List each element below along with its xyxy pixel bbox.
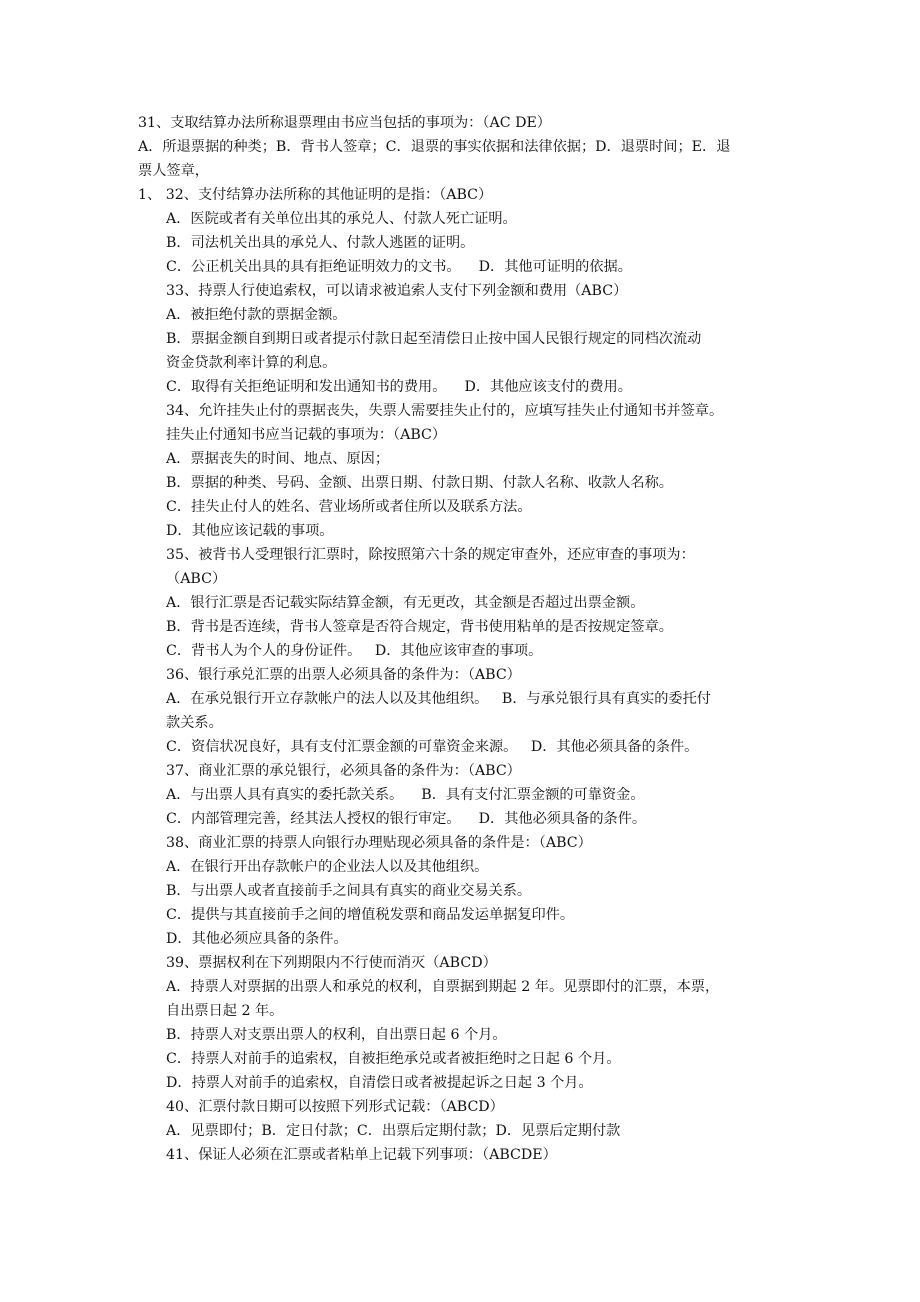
question-38: 38、商业汇票的持票人向银行办理贴现必须具备的条件是：（ABC）: [166, 835, 592, 851]
text-line: 自出票日起 2 年。: [166, 1003, 284, 1019]
text-line: 挂失止付通知书应当记载的事项为：（ABC）: [166, 427, 447, 443]
text-line: C．挂失止付人的姓名、营业场所或者住所以及联系方法。: [166, 499, 532, 515]
question-34: 34、允许挂失止付的票据丧失，失票人需要挂失止付的，应填写挂失止付通知书并签章。: [166, 403, 724, 419]
text-line: 款关系。: [166, 715, 223, 731]
text-line: A．持票人对票据的出票人和承兑的权利，自票据到期起 2 年。见票即付的汇票，本票，: [166, 979, 720, 995]
text-line: C．内部管理完善，经其法人授权的银行审定。 D．其他必须具备的条件。: [166, 811, 647, 827]
text-line: A．银行汇票是否记载实际结算金额，有无更改，其金额是否超过出票金额。: [166, 595, 645, 611]
text-line: 资金贷款利率计算的利息。: [166, 355, 337, 371]
text-line: A．被拒绝付款的票据金额。: [166, 307, 347, 323]
text-line: D．持票人对前手的追索权，自清偿日或者被提起诉之日起 3 个月。: [166, 1075, 593, 1091]
text-line: A．见票即付；B．定日付款；C．出票后定期付款；D．见票后定期付款: [166, 1123, 621, 1139]
question-40: 40、汇票付款日期可以按照下列形式记载：（ABCD）: [166, 1099, 504, 1115]
text-line: C．提供与其直接前手之间的增值税发票和商品发运单据复印件。: [166, 907, 575, 923]
question-39: 39、票据权利在下列期限内不行使而消灭（ABCD）: [166, 955, 497, 971]
question-32: 1、 32、支付结算办法所称的其他证明的是指：（ABC）: [138, 187, 493, 203]
question-37: 37、商业汇票的承兑银行，必须具备的条件为：（ABC）: [166, 763, 521, 779]
text-line: B．持票人对支票出票人的权利，自出票日起 6 个月。: [166, 1027, 507, 1043]
question-33: 33、持票人行使追索权，可以请求被追索人支付下列金额和费用（ABC）: [166, 283, 628, 299]
text-line: C．持票人对前手的追索权，自被拒绝承兑或者被拒绝时之日起 6 个月。: [166, 1051, 621, 1067]
text-line: A．所退票据的种类；B．背书人签章；C．退票的事实依据和法律依据；D．退票时间；E．退: [138, 139, 731, 155]
text-line: B．与出票人或者直接前手之间具有真实的商业交易关系。: [166, 883, 532, 899]
question-41: 41、保证人必须在汇票或者粘单上记载下列事项：（ABCDE）: [166, 1147, 557, 1163]
text-line: B．票据金额自到期日或者提示付款日起至清偿日止按中国人民银行规定的同档次流动: [166, 331, 702, 347]
text-line: B．司法机关出具的承兑人、付款人逃匿的证明。: [166, 235, 475, 251]
text-line: C．背书人为个人的身份证件。 D．其他应该审查的事项。: [166, 643, 543, 659]
text-line: A．在银行开出存款帐户的企业法人以及其他组织。: [166, 859, 489, 875]
text-line: A．与出票人具有真实的委托款关系。 B．具有支付汇票金额的可靠资金。: [166, 787, 645, 803]
text-line: （ABC）: [166, 571, 227, 587]
text-line: B．票据的种类、号码、金额、出票日期、付款日期、付款人名称、收款人名称。: [166, 475, 673, 491]
question-31: 31、支取结算办法所称退票理由书应当包括的事项为：（AC DE）: [138, 115, 551, 131]
text-line: A．在承兑银行开立存款帐户的法人以及其他组织。 B．与承兑银行具有真实的委托付: [166, 691, 711, 707]
question-35: 35、被背书人受理银行汇票时，除按照第六十条的规定审查外，还应审查的事项为：: [166, 547, 695, 563]
text-line: A．医院或者有关单位出其的承兑人、付款人死亡证明。: [166, 211, 517, 227]
question-36: 36、银行承兑汇票的出票人必须具备的条件为：（ABC）: [166, 667, 521, 683]
text-line: C．公正机关出具的具有拒绝证明效力的文书。 D．其他可证明的依据。: [166, 259, 632, 275]
text-line: 票人签章，: [138, 163, 209, 179]
text-line: D．其他应该记载的事项。: [166, 523, 334, 539]
text-line: D．其他必须应具备的条件。: [166, 931, 348, 947]
text-line: C．资信状况良好，具有支付汇票金额的可靠资金来源。 D．其他必须具备的条件。: [166, 739, 699, 755]
text-line: A．票据丧失的时间、地点、原因；: [166, 451, 390, 467]
text-line: C．取得有关拒绝证明和发出通知书的费用。 D．其他应该支付的费用。: [166, 379, 632, 395]
text-line: B．背书是否连续，背书人签章是否符合规定，背书使用粘单的是否按规定签章。: [166, 619, 673, 635]
